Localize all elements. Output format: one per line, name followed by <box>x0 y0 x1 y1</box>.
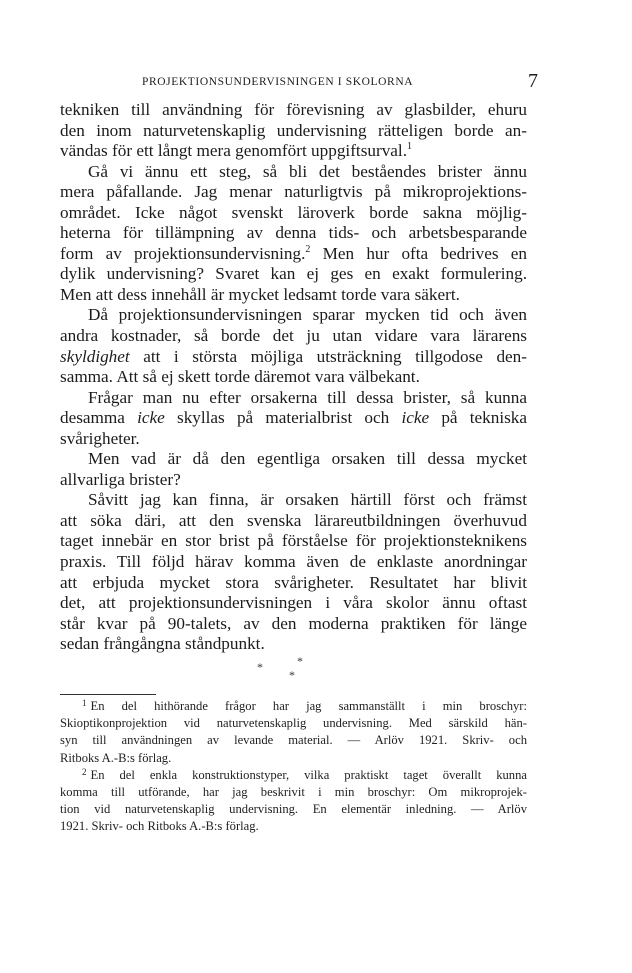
text-line: området. Icke något svenskt läroverk borde sakna möjlig- <box>60 202 527 222</box>
text-line: tekniken till användning för förevisning av glasbilder, ehuru <box>60 100 527 119</box>
text-line: taget innebär en stor brist på förståelse för projektionsteknikens <box>60 531 527 551</box>
text-line <box>60 244 527 265</box>
footnote-number: 2 <box>82 766 87 777</box>
text-line: samma. Att så ej skett torde däremot vara välbekant. <box>60 367 420 387</box>
text-line: andra kostnader, så borde det ju utan vidare vara lärarens <box>60 326 527 346</box>
page-number: 7 <box>528 70 538 92</box>
text-line: Men att dess innehåll är mycket ledsamt torde vara säkert. <box>60 284 460 304</box>
emphasis: icke <box>137 408 165 428</box>
footnote-number: 1 <box>82 698 87 708</box>
text-segment: att i största möjliga utsträckning tillgodose den- <box>143 346 528 366</box>
text-segment: skyllas på materialbrist och <box>177 408 390 428</box>
footnote-line: tion vid naturvetenskaplig undervisning. En elementär inledning. — Arlöv <box>60 802 527 817</box>
asterisk: * <box>297 654 303 668</box>
text-line: allvarliga brister? <box>60 469 181 489</box>
text-line: att söka däri, att den svenska lärareutbildningen överhuvud <box>60 510 527 530</box>
text-segment: vändas för ett långt mera genomfört uppgiftsurval. <box>60 141 407 161</box>
asterisk: * <box>289 668 295 682</box>
running-head <box>60 70 538 94</box>
footnote-line: Skioptikonprojektion vid naturvetenskaplig undervisning. Med särskild hän- <box>60 716 527 731</box>
footnote-line: komma till utförande, har jag beskrivit i min broschyr: Om mikroprojek- <box>60 784 527 799</box>
text-segment: En del hithörande frågor har jag sammanställt i min broschyr: <box>90 699 527 713</box>
footnote-line: syn till användningen av levande material. — Arlöv 1921. Skriv- och <box>60 733 527 748</box>
text-line: Frågar man nu efter orsakerna till dessa brister, så kunna <box>88 387 527 407</box>
footnotes <box>60 698 527 836</box>
footnote-ref: 1 <box>407 141 412 153</box>
text-line: det, att projektionsundervisningen i våra skolor ännu oftast <box>60 593 527 613</box>
footnote-line: Ritboks A.-B:s förlag. <box>60 750 172 765</box>
footnote-line <box>60 767 527 784</box>
text-segment: Men hur ofta bedrives en <box>322 243 528 263</box>
section-break-asterism <box>60 654 530 684</box>
text-segment: En del enkla konstruktionstyper, vilka praktiskt taget överallt kunna <box>90 767 527 782</box>
text-line: att erbjuda mycket stora svårigheter. Resultatet har blivit <box>60 572 527 592</box>
text-line: Gå vi ännu ett steg, så bli det beståendes brister ännu <box>88 161 527 181</box>
text-line: praxis. Till följd härav komma även de enklaste anordningar <box>60 552 527 572</box>
text-line <box>60 141 527 162</box>
text-segment: på tekniska <box>441 408 528 428</box>
asterisk: * <box>257 660 263 674</box>
text-line <box>60 408 527 429</box>
footnote-rule <box>60 694 156 695</box>
text-line: mera påfallande. Jag menar naturligtvis på mikroprojektions- <box>60 182 527 202</box>
text-line: Men vad är då den egentliga orsaken till dessa mycket <box>88 449 527 469</box>
text-line <box>60 347 527 368</box>
text-line: står kvar på 90-talets, av den moderna praktiken för länge <box>60 613 527 633</box>
text-line: dylik undervisning? Svaret kan ej ges en exakt formulering. <box>60 264 527 284</box>
emphasis: skyldighet <box>60 346 130 366</box>
running-title: PROJEKTIONSUNDERVISNINGEN I SKOLORNA <box>142 76 414 88</box>
text-line: den inom naturvetenskaplig undervisning rätteligen borde an- <box>60 120 527 140</box>
text-segment: desamma <box>60 408 125 428</box>
footnote-line: 1921. Skriv- och Ritboks A.-B:s förlag. <box>60 819 259 834</box>
text-line: svårigheter. <box>60 428 140 448</box>
text-line: Såvitt jag kan finna, är orsaken härtill först och främst <box>88 490 527 510</box>
body-text <box>60 100 527 655</box>
text-segment: form av projektionsundervisning. <box>60 243 306 263</box>
text-line: Då projektionsundervisningen sparar mycken tid och även <box>88 305 527 325</box>
footnote-ref: 2 <box>305 243 311 255</box>
text-line: sedan frångångna ståndpunkt. <box>60 634 265 654</box>
text-line: heterna för tillämpning av denna tids- och arbetsbesparande <box>60 223 527 243</box>
emphasis: icke <box>401 408 430 428</box>
footnote-line <box>60 698 527 715</box>
